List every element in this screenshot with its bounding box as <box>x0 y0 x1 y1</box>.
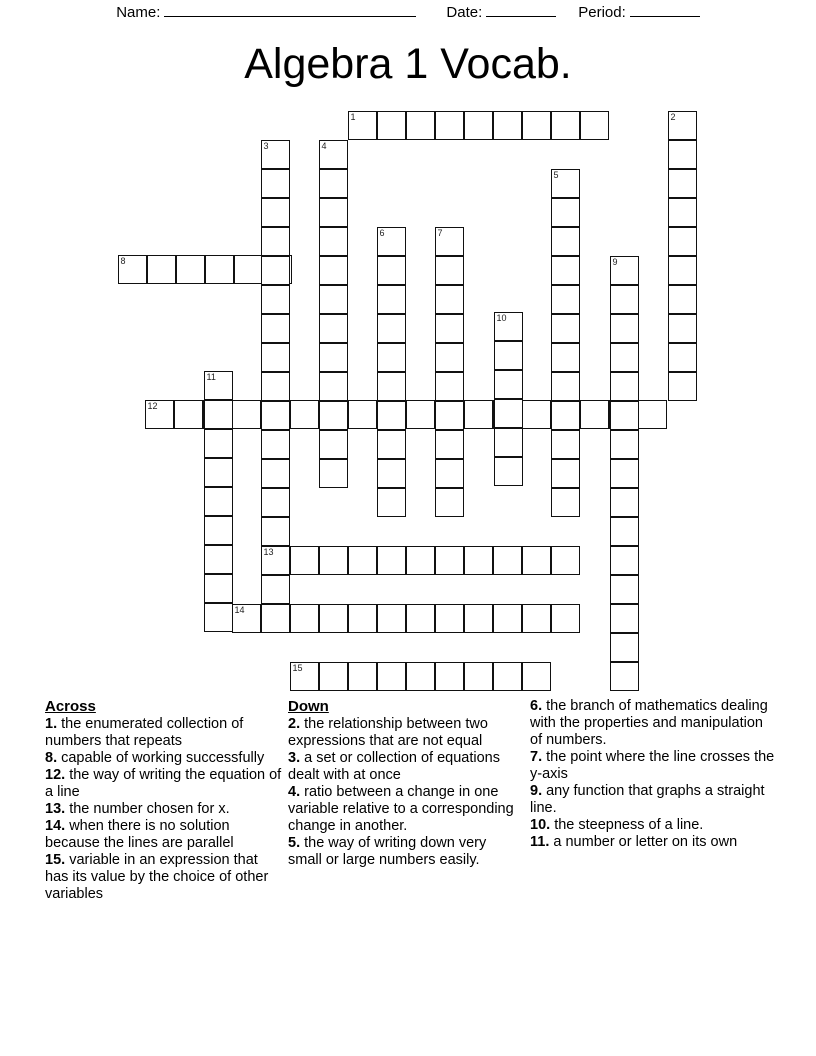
crossword-cell[interactable] <box>435 604 464 633</box>
across-clue-1 <box>45 716 283 750</box>
crossword-cell[interactable] <box>435 662 464 691</box>
crossword-cell[interactable] <box>377 401 406 430</box>
crossword-cell[interactable] <box>551 372 580 401</box>
clue-text: a set or collection of equations dealt with at once <box>288 750 500 783</box>
clue-text: ratio between a change in one variable relative to a corresponding change in another. <box>288 784 514 834</box>
clue-text: the way of writing down very small or large numbers easily. <box>288 835 487 868</box>
crossword-cell[interactable] <box>464 111 493 140</box>
crossword-cell[interactable] <box>261 430 290 459</box>
crossword-cell[interactable] <box>494 312 523 341</box>
crossword-cell[interactable] <box>610 633 639 662</box>
page-title: Algebra 1 Vocab. <box>244 40 572 88</box>
crossword-cell[interactable] <box>377 459 406 488</box>
crossword-cell[interactable] <box>234 255 263 284</box>
crossword-cell[interactable] <box>204 429 233 458</box>
cell-number: 6 <box>379 228 385 238</box>
clue-number: 6. <box>530 698 543 714</box>
crossword-cell[interactable] <box>319 140 348 169</box>
crossword-cell[interactable] <box>348 604 377 633</box>
crossword-cell[interactable] <box>610 488 639 517</box>
cell-number: 5 <box>553 170 559 180</box>
clues-area <box>0 698 816 998</box>
crossword-cell[interactable] <box>319 401 348 430</box>
crossword-cell[interactable] <box>261 227 290 256</box>
crossword-cell[interactable] <box>290 604 319 633</box>
clue-text: the relationship between two expressions that are not equal <box>288 716 488 749</box>
crossword-cell[interactable] <box>261 546 290 575</box>
down-clue-2 <box>288 716 523 750</box>
clue-text: capable of working successfully <box>57 750 265 766</box>
crossword-cell[interactable] <box>176 255 205 284</box>
crossword-cell[interactable] <box>610 285 639 314</box>
clue-number: 8. <box>45 750 58 766</box>
crossword-cell[interactable] <box>610 662 639 691</box>
clue-number: 11. <box>530 834 550 850</box>
down-clue-5 <box>288 835 523 869</box>
clue-number: 4. <box>288 784 301 800</box>
crossword-cell[interactable] <box>232 604 261 633</box>
crossword-cell[interactable] <box>551 430 580 459</box>
crossword-cell[interactable] <box>522 111 551 140</box>
crossword-cell[interactable] <box>174 400 203 429</box>
crossword-cell[interactable] <box>319 372 348 401</box>
cell-number: 14 <box>234 605 245 615</box>
cell-number: 7 <box>437 228 443 238</box>
down-clue-6 <box>530 698 775 749</box>
crossword-cell[interactable] <box>551 401 580 430</box>
crossword-cell[interactable] <box>494 341 523 370</box>
crossword-cell[interactable] <box>494 457 523 486</box>
crossword-cell[interactable] <box>319 169 348 198</box>
crossword-cell[interactable] <box>551 459 580 488</box>
cell-number: 9 <box>612 257 618 267</box>
crossword-cell[interactable] <box>377 604 406 633</box>
crossword-cell[interactable] <box>435 459 464 488</box>
crossword-cell[interactable] <box>551 546 580 575</box>
clue-number: 13. <box>45 801 66 817</box>
crossword-cell[interactable] <box>551 169 580 198</box>
crossword-cell[interactable] <box>261 314 290 343</box>
crossword-cell[interactable] <box>668 111 697 140</box>
crossword-cell[interactable] <box>319 430 348 459</box>
period-label: Period: <box>578 4 626 21</box>
crossword-cell[interactable] <box>435 314 464 343</box>
crossword-cell[interactable] <box>551 111 580 140</box>
date-label: Date: <box>446 4 483 21</box>
crossword-cell[interactable] <box>204 458 233 487</box>
crossword-cell[interactable] <box>319 343 348 372</box>
crossword-cell[interactable] <box>377 488 406 517</box>
clue-text: the steepness of a line. <box>550 817 704 833</box>
crossword-cell[interactable] <box>377 314 406 343</box>
crossword-cell[interactable] <box>261 401 290 430</box>
crossword-cell[interactable] <box>610 430 639 459</box>
crossword-cell[interactable] <box>261 140 290 169</box>
crossword-cell[interactable] <box>319 604 348 633</box>
crossword-cell[interactable] <box>319 256 348 285</box>
across-heading: Across <box>45 698 96 715</box>
across-clue-14 <box>45 818 283 852</box>
crossword-cell[interactable] <box>638 400 667 429</box>
crossword-cell[interactable] <box>668 227 697 256</box>
across-clue-15 <box>45 852 283 903</box>
crossword-cell[interactable] <box>406 400 435 429</box>
crossword-cell[interactable] <box>205 255 234 284</box>
crossword-cell[interactable] <box>522 604 551 633</box>
crossword-cell[interactable] <box>290 546 319 575</box>
crossword-cell[interactable] <box>464 546 493 575</box>
down-clue-4 <box>288 784 523 835</box>
crossword-cell[interactable] <box>261 169 290 198</box>
crossword-cell[interactable] <box>668 285 697 314</box>
crossword-cell[interactable] <box>261 372 290 401</box>
crossword-cell[interactable] <box>610 343 639 372</box>
down-clue-11 <box>530 834 775 851</box>
crossword-cell[interactable] <box>261 575 290 604</box>
crossword-cell[interactable] <box>493 546 522 575</box>
crossword-cell[interactable] <box>494 370 523 399</box>
clue-text: any function that graphs a straight line. <box>530 783 765 816</box>
crossword-cell[interactable] <box>522 546 551 575</box>
crossword-cell[interactable] <box>377 662 406 691</box>
cell-number: 15 <box>292 663 303 673</box>
crossword-cell[interactable] <box>204 603 233 632</box>
crossword-cell[interactable] <box>406 546 435 575</box>
crossword-cell[interactable] <box>435 256 464 285</box>
crossword-cell[interactable] <box>522 400 551 429</box>
crossword-cell[interactable] <box>435 488 464 517</box>
crossword-cell[interactable] <box>610 459 639 488</box>
crossword-cell[interactable] <box>232 400 261 429</box>
crossword-cell[interactable] <box>261 285 290 314</box>
crossword-cell[interactable] <box>435 372 464 401</box>
clue-text: the point where the line crosses the y-axis <box>530 749 775 782</box>
clues-column-down-first <box>288 698 523 869</box>
crossword-cell[interactable] <box>377 343 406 372</box>
clue-number: 3. <box>288 750 301 766</box>
crossword-cell[interactable] <box>261 198 290 227</box>
crossword-cell[interactable] <box>580 400 609 429</box>
clue-text: a number or letter on its own <box>549 834 738 850</box>
crossword-cell[interactable] <box>290 662 319 691</box>
crossword-cell[interactable] <box>261 488 290 517</box>
crossword-cell[interactable] <box>204 487 233 516</box>
crossword-cell[interactable] <box>377 546 406 575</box>
name-label: Name: <box>116 4 161 21</box>
clue-number: 12. <box>45 767 66 783</box>
crossword-cell[interactable] <box>435 401 464 430</box>
down-heading: Down <box>288 698 329 715</box>
crossword-cell[interactable] <box>551 285 580 314</box>
clue-number: 10. <box>530 817 551 833</box>
crossword-cell[interactable] <box>610 372 639 401</box>
clue-text: when there is no solution because the lines are parallel <box>45 818 234 851</box>
across-clue-13 <box>45 801 283 818</box>
down-clue-10 <box>530 817 775 834</box>
crossword-cell[interactable] <box>464 400 493 429</box>
crossword-cell[interactable] <box>494 428 523 457</box>
crossword-cell[interactable] <box>435 430 464 459</box>
crossword-cell[interactable] <box>348 546 377 575</box>
down-clue-9 <box>530 783 775 817</box>
across-clue-8 <box>45 750 283 767</box>
crossword-cell[interactable] <box>668 372 697 401</box>
cell-number: 8 <box>120 256 126 266</box>
crossword-cell[interactable] <box>610 604 639 633</box>
crossword-cell[interactable] <box>261 343 290 372</box>
clue-text: the branch of mathematics dealing with the properties and manipulation of numbers. <box>530 698 768 748</box>
cell-number: 11 <box>206 372 216 382</box>
down-clue-7 <box>530 749 775 783</box>
crossword-cell[interactable] <box>204 516 233 545</box>
crossword-cell[interactable] <box>406 111 435 140</box>
crossword-cell[interactable] <box>551 343 580 372</box>
clue-number: 5. <box>288 835 301 851</box>
crossword-cell[interactable] <box>204 574 233 603</box>
crossword-cell[interactable] <box>348 111 377 140</box>
crossword-cell[interactable] <box>493 111 522 140</box>
cell-number: 3 <box>263 141 269 151</box>
crossword-cell[interactable] <box>261 459 290 488</box>
crossword-cell[interactable] <box>668 169 697 198</box>
clue-number: 14. <box>45 818 66 834</box>
crossword-cell[interactable] <box>348 400 377 429</box>
crossword-cell[interactable] <box>464 604 493 633</box>
cell-number: 2 <box>670 112 676 122</box>
crossword-cell[interactable] <box>668 343 697 372</box>
clue-text: the enumerated collection of numbers that repeats <box>45 716 244 749</box>
crossword-cell[interactable] <box>493 604 522 633</box>
clue-text: the way of writing the equation of a line <box>45 767 282 800</box>
clue-number: 9. <box>530 783 543 799</box>
crossword-cell[interactable] <box>377 372 406 401</box>
down-clue-list-second <box>530 698 775 851</box>
crossword-cell[interactable] <box>377 227 406 256</box>
clues-column-across <box>45 698 283 903</box>
crossword-cell[interactable] <box>118 255 147 284</box>
crossword-cell[interactable] <box>377 256 406 285</box>
clue-number: 15. <box>45 852 66 868</box>
crossword-cell[interactable] <box>610 401 639 430</box>
crossword-cell[interactable] <box>494 399 523 428</box>
crossword-cell[interactable] <box>435 343 464 372</box>
cell-number: 12 <box>147 401 158 411</box>
crossword-cell[interactable] <box>377 111 406 140</box>
crossword-cell[interactable] <box>668 140 697 169</box>
cell-number: 13 <box>263 547 274 557</box>
crossword-cell[interactable] <box>377 285 406 314</box>
cell-number: 1 <box>350 112 356 122</box>
down-clue-3 <box>288 750 523 784</box>
across-clue-list <box>45 716 283 903</box>
crossword-cell[interactable] <box>204 400 233 429</box>
crossword-cell[interactable] <box>551 198 580 227</box>
across-clue-12 <box>45 767 283 801</box>
crossword-cell[interactable] <box>261 256 290 285</box>
crossword-cell[interactable] <box>406 662 435 691</box>
down-clue-list-first <box>288 716 523 869</box>
crossword-cell[interactable] <box>435 111 464 140</box>
clue-number: 7. <box>530 749 543 765</box>
crossword-cell[interactable] <box>261 517 290 546</box>
crossword-cell[interactable] <box>406 604 435 633</box>
crossword-cell[interactable] <box>551 604 580 633</box>
crossword-cell[interactable] <box>319 662 348 691</box>
crossword-cell[interactable] <box>551 488 580 517</box>
crossword-cell[interactable] <box>610 314 639 343</box>
crossword-cell[interactable] <box>610 256 639 285</box>
clue-text: variable in an expression that has its value by the choice of other variables <box>45 852 269 902</box>
crossword-cell[interactable] <box>522 662 551 691</box>
cell-number: 4 <box>321 141 327 151</box>
cell-number: 10 <box>496 313 507 323</box>
crossword-cell[interactable] <box>319 198 348 227</box>
crossword-cell[interactable] <box>145 400 174 429</box>
crossword-cell[interactable] <box>668 256 697 285</box>
crossword-cell[interactable] <box>610 517 639 546</box>
crossword-cell[interactable] <box>464 662 493 691</box>
clue-number: 2. <box>288 716 301 732</box>
crossword-cell[interactable] <box>668 198 697 227</box>
crossword-cell[interactable] <box>551 227 580 256</box>
crossword-cell[interactable] <box>493 662 522 691</box>
crossword-cell[interactable] <box>290 400 319 429</box>
crossword-cell[interactable] <box>319 546 348 575</box>
clue-number: 1. <box>45 716 58 732</box>
crossword-cell[interactable] <box>551 256 580 285</box>
crossword-cell[interactable] <box>435 546 464 575</box>
crossword-cell[interactable] <box>319 314 348 343</box>
crossword-cell[interactable] <box>204 371 233 400</box>
crossword-cell[interactable] <box>261 604 290 633</box>
crossword-cell[interactable] <box>610 575 639 604</box>
clue-text: the number chosen for x. <box>65 801 230 817</box>
crossword-cell[interactable] <box>319 459 348 488</box>
clues-column-down-second <box>530 698 775 851</box>
crossword-cell[interactable] <box>668 314 697 343</box>
crossword-cell[interactable] <box>580 111 609 140</box>
crossword-cell[interactable] <box>319 285 348 314</box>
crossword-cell[interactable] <box>348 662 377 691</box>
crossword-cell[interactable] <box>319 227 348 256</box>
crossword-cell[interactable] <box>377 430 406 459</box>
crossword-cell[interactable] <box>204 545 233 574</box>
crossword-cell[interactable] <box>435 227 464 256</box>
crossword-cell[interactable] <box>551 314 580 343</box>
crossword-cell[interactable] <box>147 255 176 284</box>
crossword-cell[interactable] <box>435 285 464 314</box>
crossword-cell[interactable] <box>610 546 639 575</box>
